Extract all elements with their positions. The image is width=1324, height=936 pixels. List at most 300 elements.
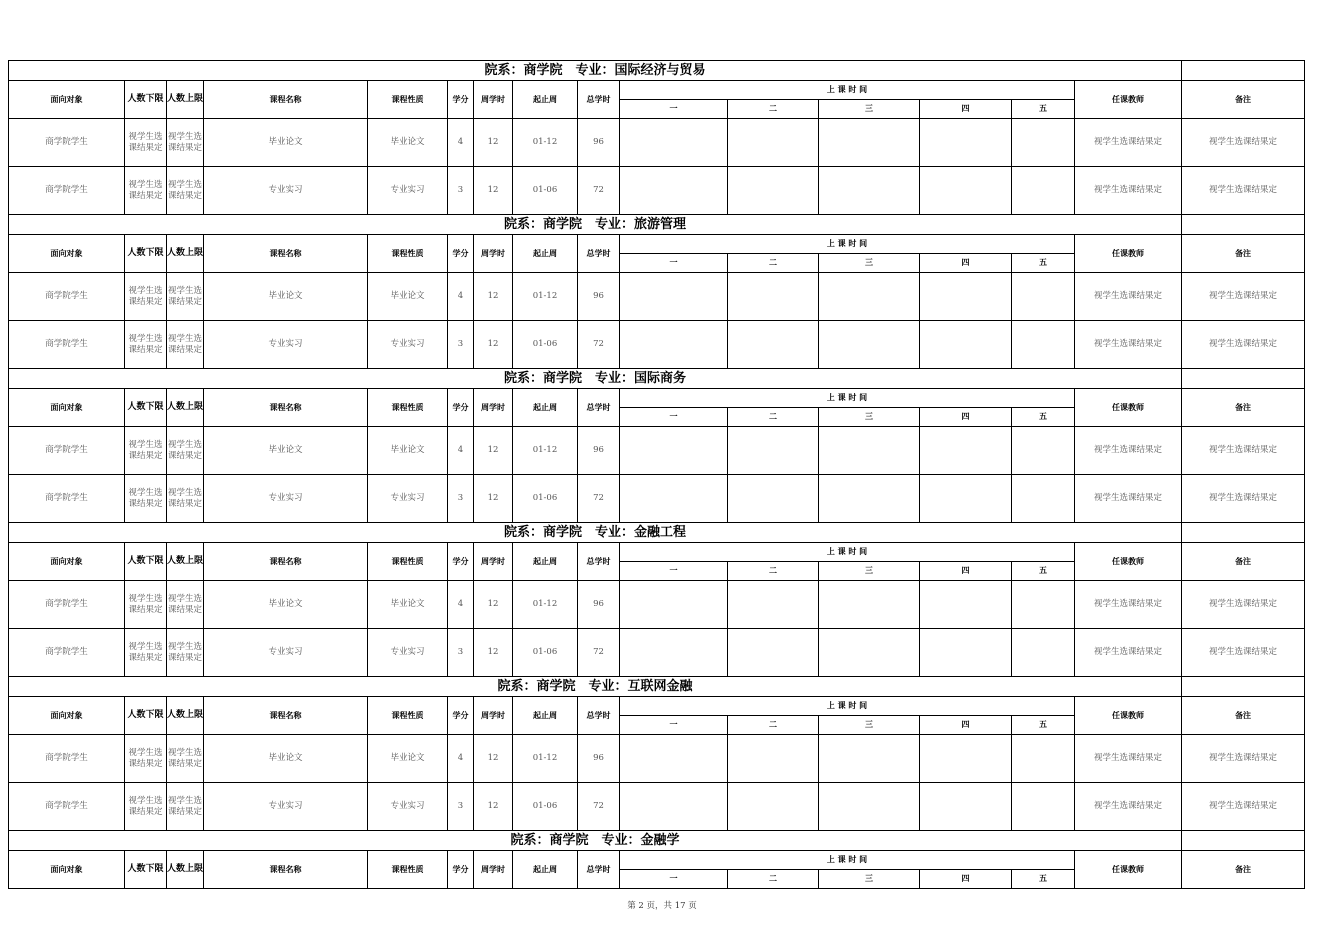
cell-course-type: 专业实习 <box>368 321 448 369</box>
header-min-students: 人数下限 <box>125 235 167 273</box>
header-teacher: 任课教师 <box>1075 543 1182 581</box>
header-total-hours: 总学时 <box>578 81 620 119</box>
header-weekly-hours: 周学时 <box>474 543 513 581</box>
header-max-students: 人数上限 <box>167 389 204 427</box>
cell-schedule-slot <box>1012 783 1075 831</box>
cell-audience: 商学院学生 <box>9 475 125 523</box>
cell-total-hours: 96 <box>578 119 620 167</box>
cell-course-type: 毕业论文 <box>368 119 448 167</box>
header-course-name: 课程名称 <box>204 235 368 273</box>
section-title-row <box>9 215 1305 235</box>
header-schedule: 上 课 时 间 <box>620 543 1075 562</box>
section-title-row <box>9 369 1305 389</box>
cell-schedule-slot <box>728 167 819 215</box>
cell-credits: 4 <box>448 735 474 783</box>
header-row <box>9 235 1305 254</box>
cell-schedule-slot <box>620 783 728 831</box>
cell-schedule-slot <box>920 273 1012 321</box>
table-row <box>9 273 1305 321</box>
header-row <box>9 543 1305 562</box>
cell-teacher: 视学生选课结果定 <box>1075 427 1182 475</box>
cell-course-name: 毕业论文 <box>204 427 368 475</box>
header-day: 二 <box>728 870 819 889</box>
header-min-students: 人数下限 <box>125 543 167 581</box>
header-max-students: 人数上限 <box>167 543 204 581</box>
cell-schedule-slot <box>1012 735 1075 783</box>
cell-audience: 商学院学生 <box>9 427 125 475</box>
cell-weeks: 01-12 <box>513 273 578 321</box>
cell-schedule-slot <box>819 321 920 369</box>
header-schedule: 上 课 时 间 <box>620 851 1075 870</box>
cell-credits: 4 <box>448 581 474 629</box>
cell-schedule-slot <box>819 735 920 783</box>
section-title: 院系：商学院 专业：互联网金融 <box>9 677 1182 697</box>
header-credits: 学分 <box>448 389 474 427</box>
header-day: 二 <box>728 100 819 119</box>
header-max-students: 人数上限 <box>167 851 204 889</box>
cell-audience: 商学院学生 <box>9 629 125 677</box>
cell-teacher: 视学生选课结果定 <box>1075 273 1182 321</box>
header-teacher: 任课教师 <box>1075 389 1182 427</box>
cell-teacher: 视学生选课结果定 <box>1075 629 1182 677</box>
header-min-students: 人数下限 <box>125 81 167 119</box>
header-row <box>9 81 1305 100</box>
header-weekly-hours: 周学时 <box>474 235 513 273</box>
cell-weekly-hours: 12 <box>474 321 513 369</box>
header-day: 二 <box>728 716 819 735</box>
cell-audience: 商学院学生 <box>9 273 125 321</box>
cell-total-hours: 72 <box>578 783 620 831</box>
table-row <box>9 783 1305 831</box>
cell-schedule-slot <box>728 475 819 523</box>
cell-weeks: 01-06 <box>513 783 578 831</box>
header-day: 四 <box>920 408 1012 427</box>
header-course-name: 课程名称 <box>204 81 368 119</box>
cell-weekly-hours: 12 <box>474 427 513 475</box>
header-weeks: 起止周 <box>513 235 578 273</box>
cell-weekly-hours: 12 <box>474 629 513 677</box>
cell-schedule-slot <box>819 273 920 321</box>
section-title: 院系：商学院 专业：金融学 <box>9 831 1182 851</box>
header-day: 五 <box>1012 100 1075 119</box>
section-title: 院系：商学院 专业：旅游管理 <box>9 215 1182 235</box>
cell-schedule-slot <box>728 629 819 677</box>
header-schedule: 上 课 时 间 <box>620 697 1075 716</box>
header-day: 二 <box>728 562 819 581</box>
header-min-students: 人数下限 <box>125 697 167 735</box>
section-title-blank <box>1182 61 1305 81</box>
cell-remarks: 视学生选课结果定 <box>1182 427 1305 475</box>
cell-schedule-slot <box>1012 581 1075 629</box>
cell-schedule-slot <box>728 581 819 629</box>
header-day: 一 <box>620 716 728 735</box>
cell-schedule-slot <box>819 581 920 629</box>
header-day: 一 <box>620 408 728 427</box>
cell-weekly-hours: 12 <box>474 475 513 523</box>
cell-max-students: 视学生选课结果定 <box>167 629 204 677</box>
section-title-row <box>9 523 1305 543</box>
header-day: 五 <box>1012 716 1075 735</box>
header-day: 五 <box>1012 254 1075 273</box>
cell-total-hours: 72 <box>578 167 620 215</box>
cell-weeks: 01-06 <box>513 475 578 523</box>
cell-max-students: 视学生选课结果定 <box>167 167 204 215</box>
table-row <box>9 119 1305 167</box>
cell-course-name: 专业实习 <box>204 475 368 523</box>
header-remarks: 备注 <box>1182 389 1305 427</box>
cell-remarks: 视学生选课结果定 <box>1182 167 1305 215</box>
header-credits: 学分 <box>448 235 474 273</box>
header-course-name: 课程名称 <box>204 697 368 735</box>
header-credits: 学分 <box>448 697 474 735</box>
cell-course-name: 专业实习 <box>204 167 368 215</box>
header-day: 三 <box>819 408 920 427</box>
header-course-type: 课程性质 <box>368 543 448 581</box>
header-audience: 面向对象 <box>9 81 125 119</box>
cell-schedule-slot <box>620 321 728 369</box>
header-day: 三 <box>819 870 920 889</box>
header-course-type: 课程性质 <box>368 697 448 735</box>
cell-schedule-slot <box>819 783 920 831</box>
cell-schedule-slot <box>620 581 728 629</box>
cell-remarks: 视学生选课结果定 <box>1182 629 1305 677</box>
cell-teacher: 视学生选课结果定 <box>1075 581 1182 629</box>
table-row <box>9 321 1305 369</box>
cell-schedule-slot <box>1012 321 1075 369</box>
cell-schedule-slot <box>620 475 728 523</box>
header-weeks: 起止周 <box>513 389 578 427</box>
cell-schedule-slot <box>620 273 728 321</box>
cell-schedule-slot <box>728 783 819 831</box>
table-row <box>9 167 1305 215</box>
header-course-type: 课程性质 <box>368 389 448 427</box>
header-remarks: 备注 <box>1182 697 1305 735</box>
table-row <box>9 427 1305 475</box>
cell-audience: 商学院学生 <box>9 119 125 167</box>
cell-audience: 商学院学生 <box>9 321 125 369</box>
cell-max-students: 视学生选课结果定 <box>167 735 204 783</box>
cell-course-name: 毕业论文 <box>204 735 368 783</box>
header-row <box>9 389 1305 408</box>
header-day: 一 <box>620 100 728 119</box>
section-title-blank <box>1182 369 1305 389</box>
cell-max-students: 视学生选课结果定 <box>167 427 204 475</box>
cell-schedule-slot <box>920 783 1012 831</box>
cell-remarks: 视学生选课结果定 <box>1182 273 1305 321</box>
cell-course-name: 毕业论文 <box>204 273 368 321</box>
header-course-name: 课程名称 <box>204 543 368 581</box>
header-audience: 面向对象 <box>9 851 125 889</box>
header-weekly-hours: 周学时 <box>474 81 513 119</box>
cell-total-hours: 96 <box>578 735 620 783</box>
header-course-type: 课程性质 <box>368 851 448 889</box>
header-max-students: 人数上限 <box>167 81 204 119</box>
header-day: 四 <box>920 716 1012 735</box>
cell-min-students: 视学生选课结果定 <box>125 581 167 629</box>
cell-schedule-slot <box>819 119 920 167</box>
header-schedule: 上 课 时 间 <box>620 81 1075 100</box>
section-title-row <box>9 677 1305 697</box>
cell-course-type: 专业实习 <box>368 629 448 677</box>
section-title-blank <box>1182 831 1305 851</box>
header-day: 二 <box>728 408 819 427</box>
table-row <box>9 629 1305 677</box>
header-weeks: 起止周 <box>513 81 578 119</box>
cell-total-hours: 96 <box>578 581 620 629</box>
cell-schedule-slot <box>620 629 728 677</box>
cell-schedule-slot <box>819 167 920 215</box>
cell-total-hours: 72 <box>578 629 620 677</box>
section-title: 院系：商学院 专业：国际经济与贸易 <box>9 61 1182 81</box>
header-audience: 面向对象 <box>9 235 125 273</box>
page-number-footer: 第 2 页，共 17 页 <box>627 901 697 911</box>
cell-audience: 商学院学生 <box>9 167 125 215</box>
section-title: 院系：商学院 专业：国际商务 <box>9 369 1182 389</box>
header-day: 五 <box>1012 870 1075 889</box>
cell-max-students: 视学生选课结果定 <box>167 581 204 629</box>
header-day: 一 <box>620 254 728 273</box>
header-total-hours: 总学时 <box>578 851 620 889</box>
header-remarks: 备注 <box>1182 543 1305 581</box>
cell-credits: 4 <box>448 119 474 167</box>
header-total-hours: 总学时 <box>578 697 620 735</box>
header-total-hours: 总学时 <box>578 389 620 427</box>
cell-course-name: 专业实习 <box>204 783 368 831</box>
cell-schedule-slot <box>728 321 819 369</box>
header-day: 三 <box>819 100 920 119</box>
header-row <box>9 851 1305 870</box>
header-course-type: 课程性质 <box>368 81 448 119</box>
table-row <box>9 581 1305 629</box>
header-day: 三 <box>819 254 920 273</box>
header-remarks: 备注 <box>1182 851 1305 889</box>
cell-min-students: 视学生选课结果定 <box>125 427 167 475</box>
header-course-type: 课程性质 <box>368 235 448 273</box>
cell-remarks: 视学生选课结果定 <box>1182 783 1305 831</box>
table-body <box>9 61 1305 889</box>
cell-weekly-hours: 12 <box>474 167 513 215</box>
cell-course-name: 毕业论文 <box>204 119 368 167</box>
cell-credits: 4 <box>448 427 474 475</box>
cell-remarks: 视学生选课结果定 <box>1182 321 1305 369</box>
cell-weeks: 01-06 <box>513 629 578 677</box>
cell-schedule-slot <box>1012 167 1075 215</box>
cell-min-students: 视学生选课结果定 <box>125 475 167 523</box>
table-row <box>9 735 1305 783</box>
cell-course-type: 毕业论文 <box>368 427 448 475</box>
cell-weeks: 01-12 <box>513 427 578 475</box>
cell-schedule-slot <box>728 273 819 321</box>
header-course-name: 课程名称 <box>204 389 368 427</box>
cell-total-hours: 96 <box>578 273 620 321</box>
header-total-hours: 总学时 <box>578 235 620 273</box>
cell-total-hours: 96 <box>578 427 620 475</box>
cell-schedule-slot <box>920 321 1012 369</box>
cell-credits: 3 <box>448 783 474 831</box>
cell-schedule-slot <box>728 427 819 475</box>
header-credits: 学分 <box>448 851 474 889</box>
cell-min-students: 视学生选课结果定 <box>125 167 167 215</box>
cell-teacher: 视学生选课结果定 <box>1075 783 1182 831</box>
cell-schedule-slot <box>920 581 1012 629</box>
header-day: 二 <box>728 254 819 273</box>
header-day: 一 <box>620 562 728 581</box>
cell-total-hours: 72 <box>578 321 620 369</box>
header-weeks: 起止周 <box>513 851 578 889</box>
cell-schedule-slot <box>920 475 1012 523</box>
header-teacher: 任课教师 <box>1075 81 1182 119</box>
header-min-students: 人数下限 <box>125 851 167 889</box>
header-weekly-hours: 周学时 <box>474 697 513 735</box>
section-title-blank <box>1182 677 1305 697</box>
cell-min-students: 视学生选课结果定 <box>125 735 167 783</box>
cell-course-type: 专业实习 <box>368 167 448 215</box>
cell-schedule-slot <box>620 735 728 783</box>
header-day: 一 <box>620 870 728 889</box>
cell-min-students: 视学生选课结果定 <box>125 273 167 321</box>
course-schedule-sheet <box>8 60 1304 884</box>
header-total-hours: 总学时 <box>578 543 620 581</box>
cell-weeks: 01-12 <box>513 581 578 629</box>
cell-schedule-slot <box>1012 273 1075 321</box>
cell-schedule-slot <box>620 167 728 215</box>
header-weekly-hours: 周学时 <box>474 851 513 889</box>
cell-schedule-slot <box>920 119 1012 167</box>
cell-total-hours: 72 <box>578 475 620 523</box>
section-title-row <box>9 831 1305 851</box>
cell-credits: 4 <box>448 273 474 321</box>
header-schedule: 上 课 时 间 <box>620 235 1075 254</box>
cell-schedule-slot <box>620 119 728 167</box>
cell-course-name: 专业实习 <box>204 629 368 677</box>
section-title-row <box>9 61 1305 81</box>
cell-max-students: 视学生选课结果定 <box>167 475 204 523</box>
cell-min-students: 视学生选课结果定 <box>125 321 167 369</box>
header-audience: 面向对象 <box>9 697 125 735</box>
cell-schedule-slot <box>728 119 819 167</box>
header-weekly-hours: 周学时 <box>474 389 513 427</box>
cell-teacher: 视学生选课结果定 <box>1075 167 1182 215</box>
header-day: 三 <box>819 562 920 581</box>
header-day: 四 <box>920 562 1012 581</box>
cell-schedule-slot <box>819 427 920 475</box>
cell-schedule-slot <box>1012 475 1075 523</box>
cell-max-students: 视学生选课结果定 <box>167 273 204 321</box>
cell-min-students: 视学生选课结果定 <box>125 119 167 167</box>
cell-max-students: 视学生选课结果定 <box>167 321 204 369</box>
section-title-blank <box>1182 215 1305 235</box>
cell-weekly-hours: 12 <box>474 273 513 321</box>
cell-credits: 3 <box>448 475 474 523</box>
cell-weekly-hours: 12 <box>474 581 513 629</box>
header-day: 五 <box>1012 408 1075 427</box>
cell-schedule-slot <box>1012 119 1075 167</box>
cell-audience: 商学院学生 <box>9 783 125 831</box>
header-remarks: 备注 <box>1182 81 1305 119</box>
header-schedule: 上 课 时 间 <box>620 389 1075 408</box>
cell-schedule-slot <box>920 629 1012 677</box>
cell-remarks: 视学生选课结果定 <box>1182 581 1305 629</box>
header-remarks: 备注 <box>1182 235 1305 273</box>
section-title: 院系：商学院 专业：金融工程 <box>9 523 1182 543</box>
header-day: 五 <box>1012 562 1075 581</box>
cell-schedule-slot <box>920 427 1012 475</box>
cell-schedule-slot <box>920 735 1012 783</box>
header-day: 四 <box>920 100 1012 119</box>
header-weeks: 起止周 <box>513 697 578 735</box>
cell-teacher: 视学生选课结果定 <box>1075 119 1182 167</box>
header-weeks: 起止周 <box>513 543 578 581</box>
cell-min-students: 视学生选课结果定 <box>125 629 167 677</box>
cell-weekly-hours: 12 <box>474 119 513 167</box>
cell-schedule-slot <box>920 167 1012 215</box>
header-credits: 学分 <box>448 81 474 119</box>
cell-course-type: 专业实习 <box>368 475 448 523</box>
table-row <box>9 475 1305 523</box>
header-teacher: 任课教师 <box>1075 697 1182 735</box>
course-schedule-table <box>8 60 1305 889</box>
header-audience: 面向对象 <box>9 389 125 427</box>
cell-credits: 3 <box>448 321 474 369</box>
cell-max-students: 视学生选课结果定 <box>167 119 204 167</box>
cell-max-students: 视学生选课结果定 <box>167 783 204 831</box>
cell-audience: 商学院学生 <box>9 735 125 783</box>
cell-course-type: 毕业论文 <box>368 735 448 783</box>
cell-remarks: 视学生选课结果定 <box>1182 119 1305 167</box>
cell-weeks: 01-12 <box>513 735 578 783</box>
section-title-blank <box>1182 523 1305 543</box>
cell-weeks: 01-12 <box>513 119 578 167</box>
cell-remarks: 视学生选课结果定 <box>1182 735 1305 783</box>
cell-course-name: 专业实习 <box>204 321 368 369</box>
cell-schedule-slot <box>620 427 728 475</box>
cell-credits: 3 <box>448 629 474 677</box>
cell-remarks: 视学生选课结果定 <box>1182 475 1305 523</box>
cell-course-type: 毕业论文 <box>368 273 448 321</box>
header-course-name: 课程名称 <box>204 851 368 889</box>
cell-weekly-hours: 12 <box>474 783 513 831</box>
header-day: 四 <box>920 870 1012 889</box>
header-day: 三 <box>819 716 920 735</box>
cell-min-students: 视学生选课结果定 <box>125 783 167 831</box>
cell-teacher: 视学生选课结果定 <box>1075 321 1182 369</box>
cell-schedule-slot <box>1012 629 1075 677</box>
cell-weekly-hours: 12 <box>474 735 513 783</box>
cell-credits: 3 <box>448 167 474 215</box>
header-day: 四 <box>920 254 1012 273</box>
header-teacher: 任课教师 <box>1075 235 1182 273</box>
header-max-students: 人数上限 <box>167 697 204 735</box>
cell-teacher: 视学生选课结果定 <box>1075 475 1182 523</box>
cell-schedule-slot <box>728 735 819 783</box>
cell-course-type: 毕业论文 <box>368 581 448 629</box>
cell-schedule-slot <box>819 475 920 523</box>
cell-weeks: 01-06 <box>513 321 578 369</box>
cell-weeks: 01-06 <box>513 167 578 215</box>
header-audience: 面向对象 <box>9 543 125 581</box>
header-min-students: 人数下限 <box>125 389 167 427</box>
cell-course-name: 毕业论文 <box>204 581 368 629</box>
cell-schedule-slot <box>819 629 920 677</box>
cell-audience: 商学院学生 <box>9 581 125 629</box>
header-credits: 学分 <box>448 543 474 581</box>
header-teacher: 任课教师 <box>1075 851 1182 889</box>
cell-schedule-slot <box>1012 427 1075 475</box>
cell-teacher: 视学生选课结果定 <box>1075 735 1182 783</box>
cell-course-type: 专业实习 <box>368 783 448 831</box>
header-max-students: 人数上限 <box>167 235 204 273</box>
header-row <box>9 697 1305 716</box>
